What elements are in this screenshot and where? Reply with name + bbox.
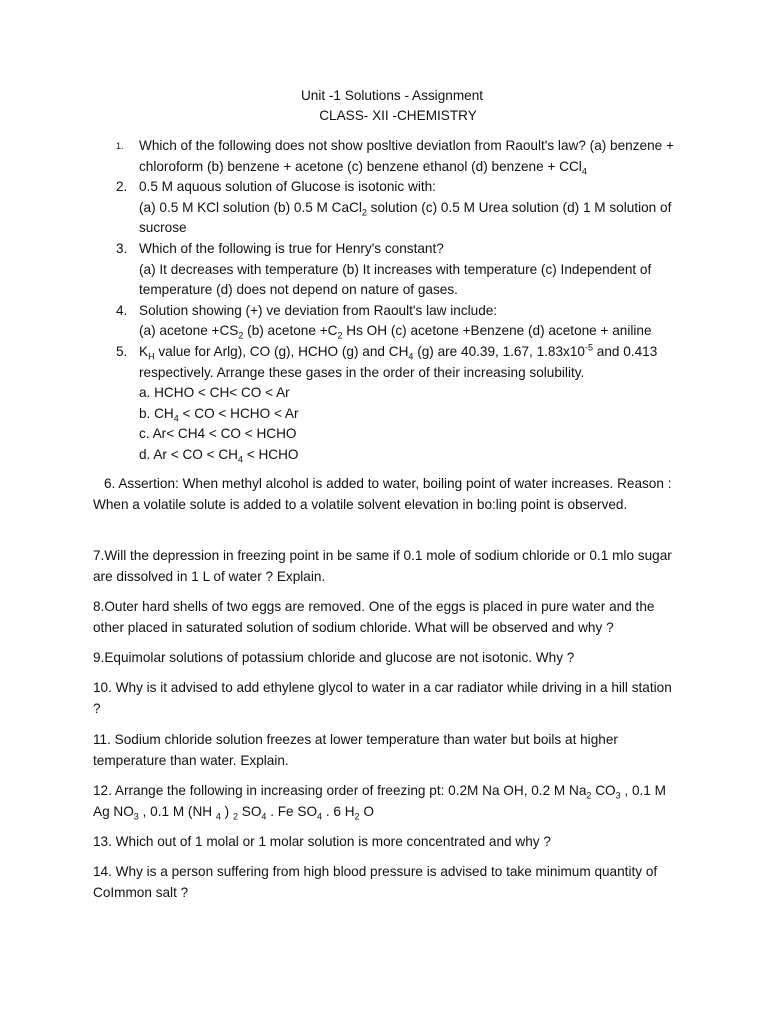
question-11: 11. Sodium chloride solution freezes at lower temperature than water but boils at higher temperature than water. Explain. [93,732,618,768]
question-options: (a) It decreases with temperature (b) It increases with temperature (c) Independent of temperature (d) does not depend on nature of gases. [139,261,652,298]
question-options: (a) acetone $+CS_2$ (b) acetone $+C_2$ Hs OH (c) acetone +Benzene (d) acetone + aniline [139,323,652,342]
question-6: 6. Assertion: When methyl alcohol is added to water, boiling point of water increases. Reason : When a volatile solute is added to a volatile solvent elevation in bo:ling point is observed. [93,476,672,512]
document-subtitle: CLASS- XII -CHEMISTRY [319,108,477,123]
question-7: 7.Will the depression in freezing point in be same if 0.1 mole of sodium chloride or 0.1 mlo sugar are dissolved in 1 L of water ? Explain. [93,548,672,584]
question-text: 0.5 M aquous solution of Glucose is isotonic with: [139,179,436,195]
question-14: 14. Why is a person suffering from high blood pressure is advised to take minimum quantity of CoImmon salt ? [93,864,658,900]
question-3 [0,239,768,301]
question-list [0,136,768,466]
document-title: Unit -1 Solutions - Assignment [300,88,484,103]
option-a: a. HCHO < CH< CO < Ar [139,385,290,401]
option-b: b. $CH_4$ < CO < HCHO < Ar [139,405,299,424]
question-number: 3. [116,240,128,256]
question-options: (a) 0.5 M KCl solution (b) 0.5 M CaCl$_2$ solution (c) 0.5 M Urea solution (d) 1 M solution of sucrose [139,199,672,236]
question-2 [0,177,768,239]
question-1 [0,136,768,177]
option-c: c. Ar< CH4 < CO < HCHO [139,426,297,442]
question-8: 8.Outer hard shells of two eggs are removed. One of the eggs is placed in pure water and the other placed in saturated solution of sodium chloride. What will be observed and why ? [93,599,655,635]
question-12: 12. Arrange the following in increasing order of freezing pt: 0.2M Na OH, 0.2 M $Na_2$ $CO_3$ , 0.1 M Ag $NO_3$ , 0.1 M (NH $_4$ ) $_2$ $SO_4$ . Fe $SO_4$ . 6 $H_2$ O [93,783,666,822]
question-number: 4. [116,302,128,318]
question-13: 13. Which out of 1 molal or 1 molar solution is more concentrated and why ? [93,834,551,849]
question-number: 5. [116,343,128,359]
question-number: 2. [116,179,128,195]
question-number: 1. [116,141,124,151]
question-9: 9.Equimolar solutions of potassium chloride and glucose are not isotonic. Why ? [93,650,575,665]
option-d: d. Ar < CO < $CH_4$ < HCHO [139,446,299,465]
question-text: $K_H$ value for Arlg), CO (g), HCHO (g) and $CH_4$ (g) are 40.39, 1.67, $1.83x10^{-5}$ and 0.413 respectively. Arrange these gases in the order of their increasing solubility. [139,342,658,380]
question-text: Solution showing (+) ve deviation from Raoult's law include: [139,302,498,318]
question-text: Which of the following does not show posltive deviatlon from Raoult's law? (a) benzene + chloroform (b) benzene + acetone (c) benzene ethanol (d) benzene + CCl$_4$ [139,138,674,177]
question-4 [0,301,768,342]
question-text: Which of the following is true for Henry's constant? [139,240,444,256]
question-10: 10. Why is it advised to add ethylene glycol to water in a car radiator while driving in a hill station ? [93,680,672,716]
question-5 [0,342,768,466]
